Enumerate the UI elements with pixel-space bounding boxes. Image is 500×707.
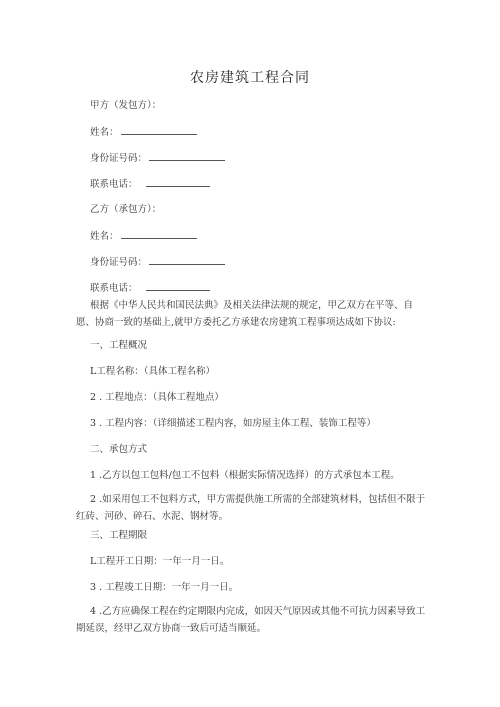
party-a-phone-label: 联系电话：	[90, 179, 138, 190]
party-b-id-row	[90, 255, 225, 269]
section3-heading: 三、工程期限	[90, 530, 148, 541]
party-a-id-label: 身份证号码：	[90, 153, 148, 164]
section1-item: 2 . 工程地点：（具体工程地点）	[90, 392, 224, 403]
section1-heading: 一、工程概况	[90, 340, 148, 351]
party-a-heading: 甲方（发包方）：	[90, 100, 162, 111]
party-a-id-blank[interactable]	[149, 151, 225, 161]
section2-item: 1 .乙方以包工包料/包工不包料（根据实际情况选择）的方式承包本工程。	[90, 470, 400, 481]
party-a-phone-row	[90, 177, 210, 191]
section3-item-3: 4 .乙方应确保工程在约定期限内完成，如因天气原因或其他不可抗力因素导致工期延误，经甲乙双方协商一致后可适当顺延。	[76, 606, 426, 634]
page-title: 农房建筑工程合同	[190, 70, 310, 86]
party-a-name-blank[interactable]	[121, 125, 197, 135]
party-b-heading: 乙方（承包方）：	[90, 204, 162, 215]
party-a-name-label: 姓名：	[90, 127, 119, 138]
party-b-name-blank[interactable]	[121, 229, 197, 239]
party-b-id-label: 身份证号码：	[90, 257, 148, 268]
section2-heading: 二、承包方式	[90, 444, 148, 455]
party-a-phone-blank[interactable]	[146, 177, 210, 187]
section3-item: L工程开工日期：一年一月一日。	[90, 556, 230, 567]
section1-item: L工程名称：（具体工程名称）	[90, 366, 216, 377]
party-b-name-row	[90, 229, 197, 243]
section3-item: 3 . 工程竣工日期：一年一月一日。	[90, 582, 239, 593]
section2-item-2: 2 .如采用包工不包料方式，甲方需提供施工所需的全部建筑材料，包括但不限于红砖、河砂、碎石、水泥、钢材等。	[76, 494, 426, 522]
party-b-phone-label: 联系电话：	[90, 283, 138, 294]
party-a-id-row	[90, 151, 225, 165]
party-b-id-blank[interactable]	[149, 255, 225, 265]
party-b-phone-blank[interactable]	[146, 281, 210, 291]
party-b-name-label: 姓名：	[90, 231, 119, 242]
party-b-phone-row	[90, 281, 210, 295]
intro-paragraph: 根据《中华人民共和国民法典》及相关法律法规的规定，甲乙双方在平等、自愿、协商一致的基础上,就甲方委托乙方承建农房建筑工程事项达成如下协议:	[76, 300, 414, 328]
section1-item: 3 . 工程内容：（详细描述工程内容，如房屋主体工程、装饰工程等）	[90, 418, 376, 429]
party-a-name-row	[90, 125, 197, 139]
